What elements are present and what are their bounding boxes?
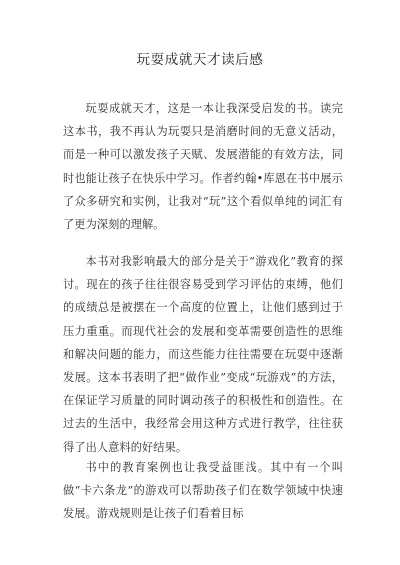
document-title: 玩耍成就天才读后感 <box>136 52 264 68</box>
paragraph-1: 玩耍成就天才，这是一本让我深受启发的书。读完这本书，我不再认为玩耍只是消磨时间的无意义活动，而是一种可以激发孩子天赋、发展潜能的有效方法，同时也能让孩子在快乐中学习。作者约翰•库恩在书中展示了众多研究和实例，让我对“玩”这个看似单纯的词汇有了更为深刻的理解。 <box>63 102 343 232</box>
paragraph-2: 本书对我影响最大的部分是关于“游戏化”教育的探讨。现在的孩子往往很容易受到学习评估的束缚，他们的成绩总是被摆在一个高度的位置上，让他们感到过于压力重重。而现代社会的发展和变革需要创造性的思维和解决问题的能力，而这些能力往往需要在玩耍中逐渐发展。这本书表明了把“做作业”变成“玩游戏”的方法，在保证学习质量的同时调动孩子的积极性和创造性。在过去的生活中，我经常会用这种方式进行教学，往往获得了出人意料的好结果。 <box>63 255 343 454</box>
paragraph-3: 书中的教育案例也让我受益匪浅。其中有一个叫做“卡六条龙”的游戏可以帮助孩子们在数学领域中快速发展。游戏规则是让孩子们看着目标 <box>63 461 343 521</box>
